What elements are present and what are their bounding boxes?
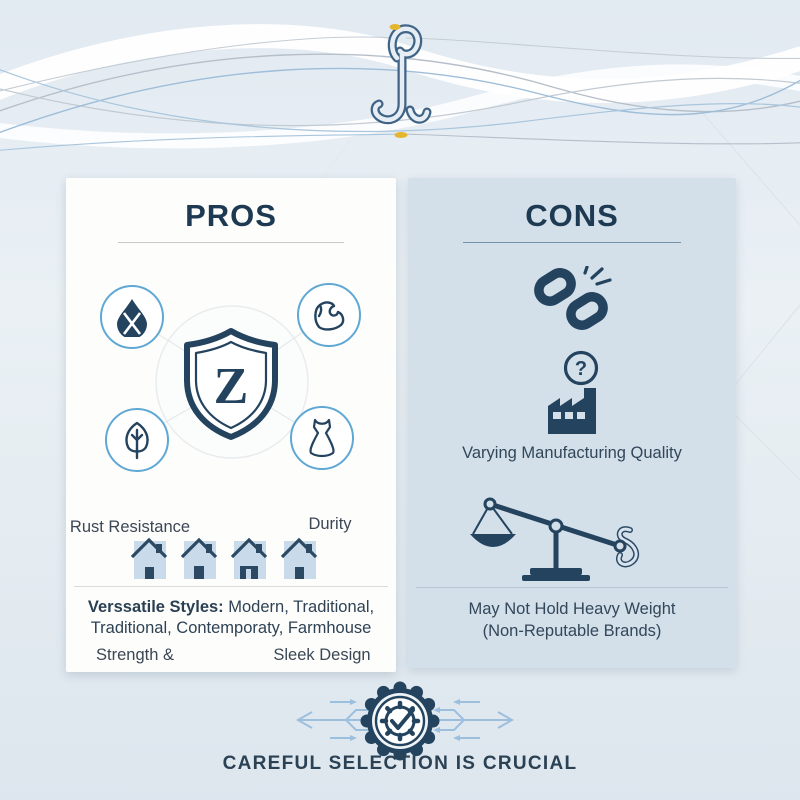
heavy-weight-line2: (Non-Reputable Brands): [482, 622, 662, 640]
broken-chain-icon: [534, 266, 616, 340]
gold-accent-bottom: [395, 132, 408, 138]
cons-card: [408, 178, 736, 668]
heavy-weight-caption: [408, 598, 736, 642]
versatile-styles-caption: [74, 597, 388, 639]
feature-label-rust-resistance: Rust Resistance: [69, 518, 191, 536]
feature-label-durity: Durity: [308, 515, 352, 533]
cons-title: CONS: [525, 198, 619, 233]
house-style-icons: [130, 533, 330, 583]
bicep-muscle-icon: [297, 283, 361, 347]
pros-title: PROS: [185, 198, 277, 233]
manufacturing-quality-caption: Varying Manufacturing Quality: [462, 444, 682, 462]
hook-icon: [365, 20, 440, 142]
pros-card: [66, 178, 396, 672]
gold-accent-top: [390, 24, 401, 30]
styles-caption-bold: Verssatile Styles:: [87, 598, 224, 616]
question-mark-glyph: ?: [574, 358, 588, 380]
feature-label-sleek-design: Sleek Design: [273, 646, 371, 664]
styles-caption-line2: Traditional, Contemporaty, Farmhouse: [90, 619, 372, 637]
shield-z-icon: [176, 326, 286, 442]
footer-caption: CAREFUL SELECTION IS CRUCIAL: [222, 753, 578, 774]
feature-label-strength: Strength &: [96, 646, 174, 664]
leaf-icon: [105, 408, 169, 472]
unbalanced-scale-icon: [468, 488, 650, 584]
circuit-arrows-right: [432, 697, 520, 743]
water-drop-x-icon: [100, 285, 164, 349]
shield-letter: Z: [213, 358, 249, 415]
styles-caption-line1: Modern, Traditional,: [223, 598, 375, 616]
question-factory-icon: [544, 350, 608, 438]
cons-title-divider: [463, 242, 681, 243]
heavy-weight-line1: May Not Hold Heavy Weight: [468, 600, 676, 618]
pros-caption-divider: [74, 586, 388, 587]
cons-caption-divider: [416, 587, 728, 588]
dress-icon: [290, 406, 354, 470]
